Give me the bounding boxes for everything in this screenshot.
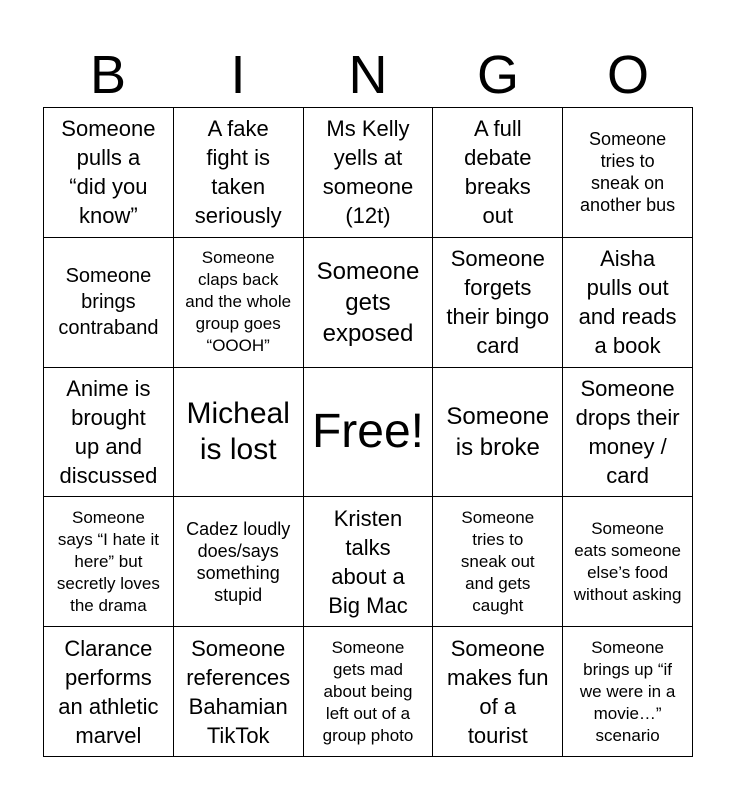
cell-text: Someone gets mad about being left out of a group photo — [322, 637, 414, 745]
cell-text: Someone says “I hate it here” but secretly loves the drama — [56, 507, 160, 615]
header-letter-n: N — [348, 45, 388, 105]
bingo-cell[interactable] — [44, 108, 174, 238]
bingo-cell[interactable] — [433, 497, 563, 627]
bingo-cell[interactable] — [304, 497, 434, 627]
cell-text: Ms Kelly yells at someone (12t) — [322, 116, 414, 229]
bingo-board — [43, 107, 693, 757]
cell-text: Someone is broke — [446, 402, 550, 461]
header-letter-o: O — [606, 45, 649, 105]
bingo-cell[interactable] — [433, 108, 563, 238]
free-space-text: Free! — [311, 404, 424, 458]
bingo-cell[interactable] — [433, 627, 563, 757]
bingo-cell[interactable] — [174, 627, 304, 757]
cell-text: Someone references Bahamian TikTok — [186, 635, 291, 748]
free-space-cell[interactable] — [304, 368, 434, 498]
header-letter-g: G — [476, 45, 519, 105]
cell-text: Someone tries to sneak on another bus — [580, 129, 676, 216]
bingo-cell[interactable] — [44, 627, 174, 757]
bingo-cell[interactable] — [433, 238, 563, 368]
cell-text: Anime is brought up and discussed — [59, 375, 158, 488]
bingo-cell[interactable] — [563, 108, 693, 238]
cell-text: Someone pulls a “did you know” — [61, 116, 156, 229]
cell-text: Someone brings up “if we were in a movie…” scenario — [579, 637, 676, 745]
cell-text: Someone gets exposed — [316, 257, 420, 347]
bingo-cell[interactable] — [304, 238, 434, 368]
bingo-cell[interactable] — [563, 368, 693, 498]
header-letter-b: B — [89, 45, 127, 105]
cell-text: Micheal is lost — [186, 396, 290, 466]
cell-text: A full debate breaks out — [464, 116, 532, 229]
cell-text: Someone claps back and the whole group goes “OOOH” — [185, 248, 292, 356]
bingo-cell[interactable] — [174, 238, 304, 368]
cell-text: Someone forgets their bingo card — [446, 246, 550, 359]
bingo-cell[interactable] — [563, 497, 693, 627]
bingo-cell[interactable] — [44, 238, 174, 368]
bingo-cell[interactable] — [563, 238, 693, 368]
bingo-cell[interactable] — [174, 108, 304, 238]
cell-text: Aisha pulls out and reads a book — [578, 246, 677, 359]
bingo-cell[interactable] — [304, 108, 434, 238]
cell-text: Someone drops their money / card — [575, 375, 680, 488]
cell-text: Clarance performs an athletic marvel — [58, 635, 159, 748]
cell-text: Cadez loudly does/says something stupid — [186, 518, 291, 605]
bingo-header — [43, 44, 693, 106]
bingo-cell[interactable] — [44, 368, 174, 498]
cell-text: Someone brings contraband — [58, 265, 159, 340]
bingo-cell[interactable] — [174, 368, 304, 498]
bingo-cell[interactable] — [563, 627, 693, 757]
header-letter-i: I — [230, 45, 246, 105]
bingo-cell[interactable] — [304, 627, 434, 757]
cell-text: A fake fight is taken seriously — [194, 116, 282, 229]
bingo-cell[interactable] — [44, 497, 174, 627]
cell-text: Someone eats someone else’s food without asking — [573, 518, 682, 604]
cell-text: Someone tries to sneak out and gets caught — [460, 507, 535, 615]
cell-text: Kristen talks about a Big Mac — [328, 505, 408, 618]
bingo-cell[interactable] — [433, 368, 563, 498]
bingo-cell[interactable] — [174, 497, 304, 627]
cell-text: Someone makes fun of a tourist — [447, 635, 549, 748]
